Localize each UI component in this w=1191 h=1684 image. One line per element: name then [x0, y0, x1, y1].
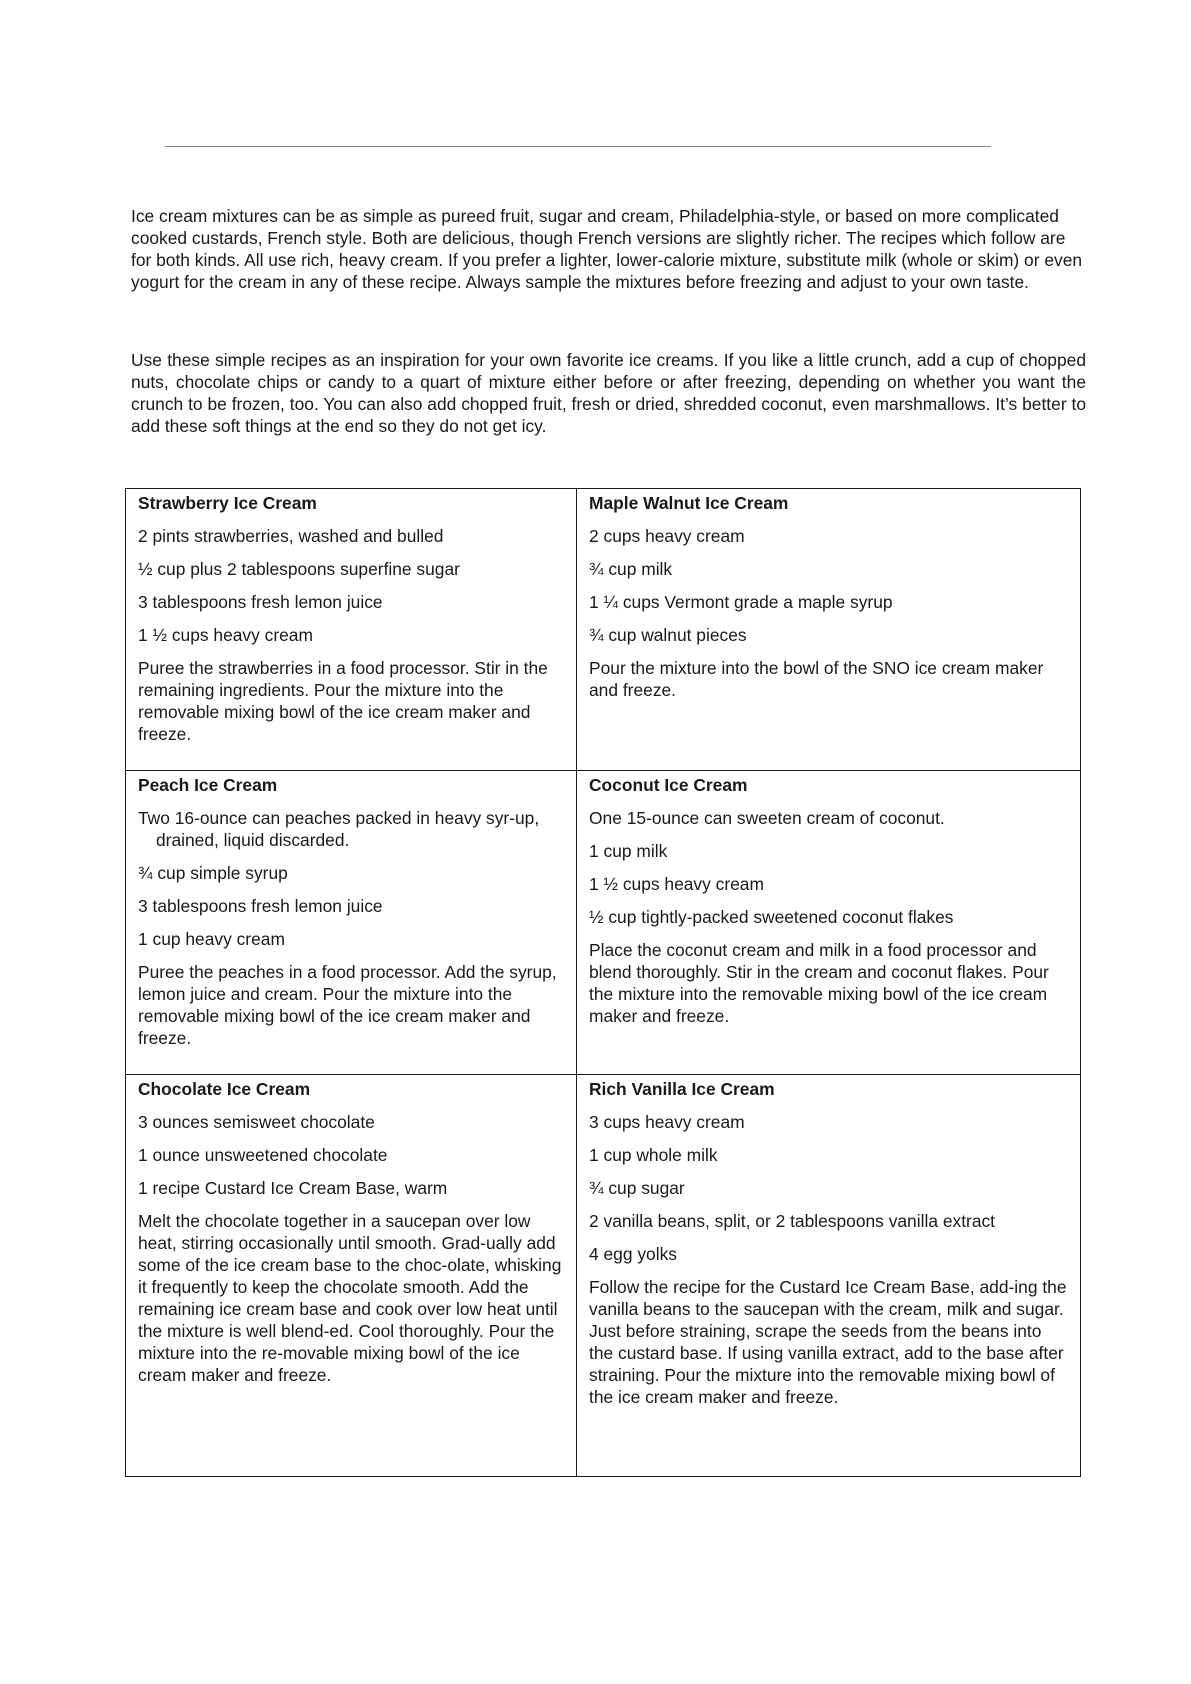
recipe-card-coconut [577, 771, 1081, 1075]
ingredient: 3 tablespoons fresh lemon juice [138, 592, 383, 612]
ingredient: One 15-ounce can sweeten cream of coconut. [589, 808, 945, 828]
ingredient: 2 vanilla beans, split, or 2 tablespoons vanilla extract [589, 1211, 996, 1231]
recipe-card-chocolate [126, 1075, 577, 1477]
recipe-table [125, 488, 1081, 1477]
recipe-directions: Follow the recipe for the Custard Ice Cream Base, add-ing the vanilla beans to the saucepan with the cream, milk and sugar. Just before straining, scrape the seeds from the beans into the custard base. If using vanilla extract, add to the base after straining. Pour the mixture into the removable mixing bowl of the ice cream maker and freeze. [589, 1277, 1067, 1407]
ingredient: 1 ¼ cups Vermont grade a maple syrup [589, 592, 893, 612]
ingredient: 1 ounce unsweetened chocolate [138, 1145, 388, 1165]
intro-paragraph-2: Use these simple recipes as an inspiration for your own favorite ice creams. If you like a little crunch, add a cup of chopped nuts, chocolate chips or candy to a quart of mixture either before or after freezing, depending on whether you want the crunch to be frozen, too. You can also add chopped fruit, fresh or dried, shredded coconut, even marshmallows. It’s better to add these soft things at the end so they do not get icy. [131, 350, 1086, 436]
ingredient: 3 cups heavy cream [589, 1112, 745, 1132]
recipe-title: Strawberry Ice Cream [138, 493, 317, 513]
ingredient: ½ cup tightly-packed sweetened coconut flakes [589, 907, 954, 927]
recipe-title: Chocolate Ice Cream [138, 1079, 311, 1099]
ingredient: 3 tablespoons fresh lemon juice [138, 896, 383, 916]
recipe-directions: Puree the peaches in a food processor. Add the syrup, lemon juice and cream. Pour the mixture into the removable mixing bowl of the ice cream maker and freeze. [138, 962, 557, 1048]
ingredient: 1 cup whole milk [589, 1145, 718, 1165]
intro-paragraph-1: Ice cream mixtures can be as simple as pureed fruit, sugar and cream, Philadelphia-style, or based on more complicated cooked custards, French style. Both are delicious, though French versions are slightly richer. The recipes which follow are for both kinds. All use rich, heavy cream. If you prefer a lighter, lower-calorie mixture, substitute milk (whole or skim) or even yogurt for the cream in any of these recipe. Always sample the mixtures before freezing and adjust to your own taste. [131, 206, 1083, 292]
ingredient: 1 ½ cups heavy cream [138, 625, 313, 645]
recipe-directions: Melt the chocolate together in a saucepan over low heat, stirring occasionally until smooth. Grad-ually add some of the ice cream base to the choc-olate, whisking it frequently to keep the chocolate smooth. Add the remaining ice cream base and cook over low heat until the mixture is well blend-ed. Cool thoroughly. Pour the mixture into the re-movable mixing bowl of the ice cream maker and freeze. [138, 1211, 562, 1385]
recipe-card-peach [126, 771, 577, 1075]
recipe-title: Peach Ice Cream [138, 775, 278, 795]
recipe-directions: Pour the mixture into the bowl of the SNO ice cream maker and freeze. [589, 658, 1044, 700]
recipe-directions: Puree the strawberries in a food processor. Stir in the remaining ingredients. Pour the mixture into the removable mixing bowl of the ice cream maker and freeze. [138, 658, 548, 744]
ingredient: 3 ounces semisweet chocolate [138, 1112, 375, 1132]
recipe-card-maple-walnut [577, 489, 1081, 771]
recipe-title: Coconut Ice Cream [589, 775, 748, 795]
ingredient: 2 cups heavy cream [589, 526, 745, 546]
recipe-title: Rich Vanilla Ice Cream [589, 1079, 775, 1099]
ingredient: ¾ cup walnut pieces [589, 625, 747, 645]
ingredient: ¾ cup milk [589, 559, 673, 579]
ingredient: Two 16-ounce can peaches packed in heavy syr-up, drained, liquid discarded. [138, 808, 540, 850]
ingredient: 1 recipe Custard Ice Cream Base, warm [138, 1178, 448, 1198]
recipe-card-strawberry [126, 489, 577, 771]
ingredient: ½ cup plus 2 tablespoons superfine sugar [138, 559, 460, 579]
header-rule [165, 146, 991, 147]
ingredient: 4 egg yolks [589, 1244, 677, 1264]
ingredient: ¾ cup sugar [589, 1178, 685, 1198]
ingredient: ¾ cup simple syrup [138, 863, 288, 883]
ingredient: 1 cup milk [589, 841, 668, 861]
recipe-title: Maple Walnut Ice Cream [589, 493, 789, 513]
ingredient: 1 cup heavy cream [138, 929, 285, 949]
ingredient: 2 pints strawberries, washed and bulled [138, 526, 444, 546]
recipe-directions: Place the coconut cream and milk in a food processor and blend thoroughly. Stir in the cream and coconut flakes. Pour the mixture into the removable mixing bowl of the ice cream maker and freeze. [589, 940, 1049, 1026]
ingredient: 1 ½ cups heavy cream [589, 874, 764, 894]
recipe-card-rich-vanilla [577, 1075, 1081, 1477]
